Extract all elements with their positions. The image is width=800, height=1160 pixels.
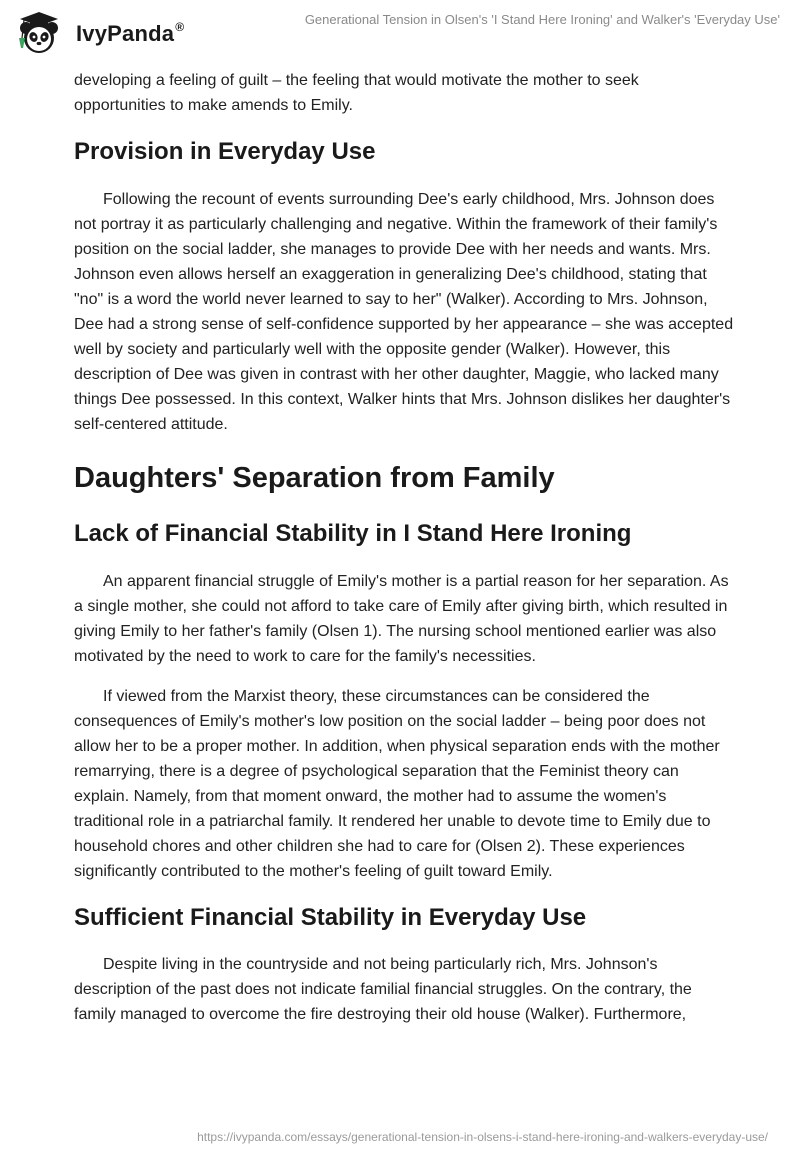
- paragraph-countryside: Despite living in the countryside and not being particularly rich, Mrs. Johnson's description of the past does not indicate familial financial struggles. On the contrary, the family managed to overcome the fire destroying their old house (Walker). Furthermore,: [74, 956, 692, 1023]
- paragraph-provision: Following the recount of events surrounding Dee's early childhood, Mrs. Johnson does not portray it as particularly challenging and negative. Within the framework of their family's position on the social ladder, she manages to provide Dee with her needs and wants. Mrs. Johnson even allows herself an exaggeration in generalizing Dee's childhood, stating that "no" is a word the world never learned to say to her" (Walker). According to Mrs. Johnson, Dee had a strong sense of self-confidence supported by her appearance – she was accepted well by society and particularly well with the opposite gender (Walker). However, this description of Dee was given in contrast with her other daughter, Maggie, who lacked many things Dee possessed. In this context, Walker hints that Mrs. Johnson dislikes her daughter's self-centered attitude.: [74, 191, 734, 433]
- paragraph-marxist-theory: If viewed from the Marxist theory, these circumstances can be considered the consequences of Emily's mother's low position on the social ladder – being poor does not allow her to be a proper mother. In addition, when physical separation ends with the mother remarrying, there is a degree of psychological separation that the Feminist theory can explain. Namely, from that moment onward, the mother had to assume the women's traditional role in a patriarchal family. It rendered her unable to devote time to Emily due to household chores and other children she had to care for (Olsen 2). These experiences significantly contributed to the mother's feeling of guilt toward Emily.: [74, 688, 720, 880]
- essay-content: [74, 68, 734, 1027]
- brand-name: IvyPanda®: [76, 19, 185, 46]
- paragraph-financial-struggle: An apparent financial struggle of Emily's mother is a partial reason for her separation. As a single mother, she could not afford to take care of Emily after giving birth, which resulted in giving Emily to her father's family (Olsen 1). The nursing school mentioned earlier was also motivated by the need to work to care for the family's necessities.: [74, 573, 729, 665]
- ivypanda-logo[interactable]: [14, 8, 184, 58]
- paragraph-continuation: developing a feeling of guilt – the feeling that would motivate the mother to seek opportunities to make amends to Emily.: [74, 72, 639, 114]
- heading-lack-financial-stability: Lack of Financial Stability in I Stand Here Ironing: [74, 520, 632, 547]
- heading-daughters-separation: Daughters' Separation from Family: [74, 462, 555, 494]
- panda-graduate-icon: [14, 8, 64, 58]
- page-header: [0, 0, 800, 66]
- source-url[interactable]: https://ivypanda.com/essays/generational-tension-in-olsens-i-stand-here-ironing-and-walkers-everyday-use/: [197, 1130, 768, 1144]
- document-title: Generational Tension in Olsen's 'I Stand Here Ironing' and Walker's 'Everyday Use': [304, 12, 780, 27]
- heading-sufficient-financial-stability: Sufficient Financial Stability in Everyday Use: [74, 904, 587, 931]
- heading-provision-everyday-use: Provision in Everyday Use: [74, 138, 376, 165]
